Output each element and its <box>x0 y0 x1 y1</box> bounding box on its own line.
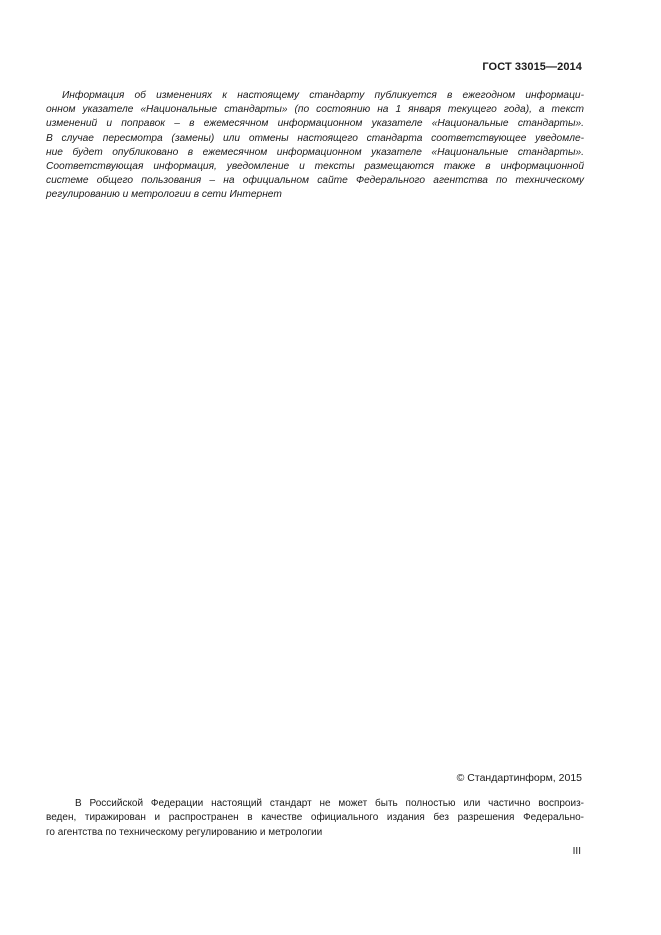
info-notice-line: Информация об изменениях к настоящему стандарту публикуется в ежегодном информаци- <box>62 90 584 101</box>
info-notice-line: онном указателе «Национальные стандарты» (по состоянию на 1 января текущего года), а текст <box>46 104 584 116</box>
info-notice-line: системе общего пользования – на официальном сайте Федерального агентства по техническому <box>46 175 584 187</box>
legal-notice-line: В Российской Федерации настоящий стандарт не может быть полностью или частично воспроиз- <box>75 798 584 809</box>
info-notice-line: В случае пересмотра (замены) или отмены настоящего стандарта соответствующее уведомле- <box>46 132 584 144</box>
info-notice-line: регулированию и метрологии в сети Интернет <box>46 189 282 201</box>
standard-code: ГОСТ 33015—2014 <box>482 61 582 73</box>
info-notice-line: Соответствующая информация, уведомление и тексты размещаются также в информационной <box>46 161 584 173</box>
copyright-notice: © Стандартинформ, 2015 <box>456 772 582 784</box>
legal-notice <box>46 797 584 840</box>
info-notice-line: ние будет опубликовано в ежемесячном информационном указателе «Национальные стандарты». <box>46 146 584 158</box>
legal-notice-line: веден, тиражирован и распространен в качестве официального издания без разрешения Федерально- <box>46 812 584 824</box>
page-number: III <box>572 846 581 857</box>
legal-notice-line: го агентства по техническому регулированию и метрологии <box>46 826 323 838</box>
info-notice <box>46 89 584 203</box>
info-notice-line: изменений и поправок – в ежемесячном информационном указателе «Национальные стандарты». <box>46 118 584 130</box>
